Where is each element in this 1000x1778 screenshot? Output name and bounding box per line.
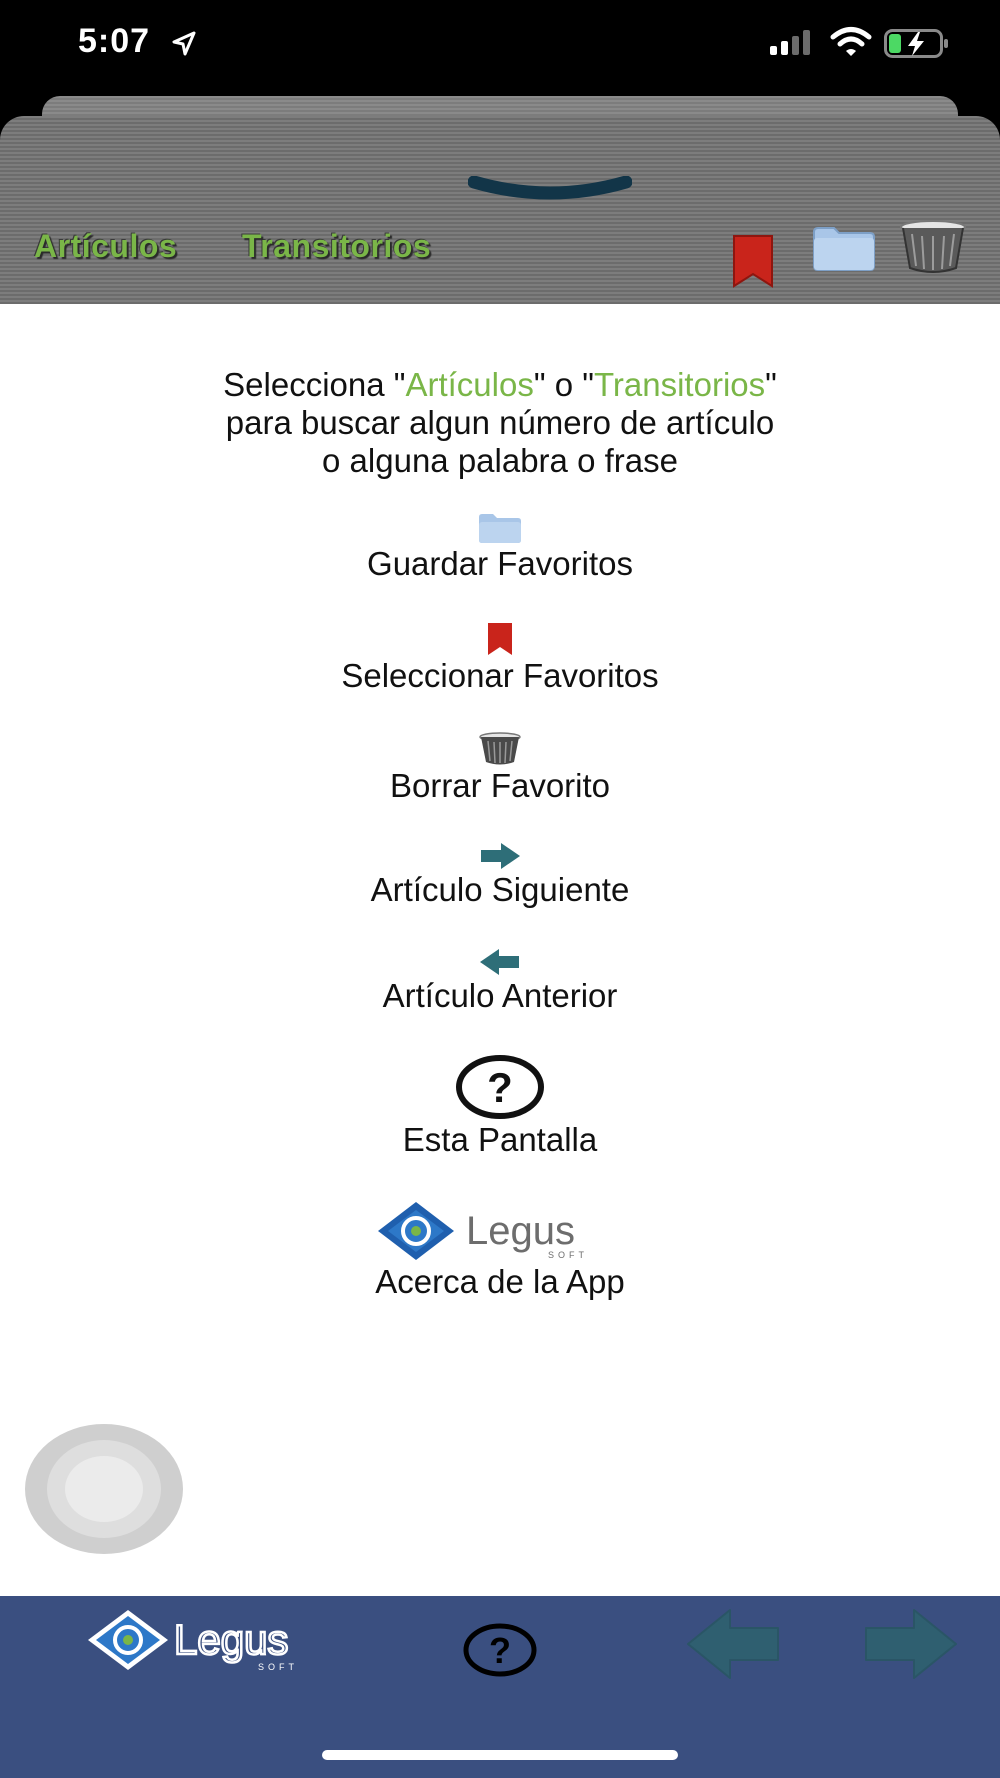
intro-mid: " o " <box>533 366 594 403</box>
arrow-right-icon[interactable] <box>862 1608 958 1680</box>
logo-word: Legus <box>174 1616 289 1663</box>
bookmark-icon <box>487 622 513 656</box>
logo-sub: SOFT <box>548 1250 588 1260</box>
status-time: 5:07 <box>78 22 151 60</box>
help-circle-icon[interactable] <box>462 1622 538 1678</box>
help-item-this-screen <box>0 1054 1000 1160</box>
intro-articulos: Artículos <box>405 366 534 403</box>
intro-suffix: " <box>765 366 777 403</box>
bookmark-icon[interactable] <box>732 234 774 288</box>
arrow-left-icon <box>479 948 521 976</box>
arrow-right-icon <box>479 842 521 870</box>
intro-line-1 <box>0 366 1000 404</box>
cell-signal-icon <box>770 30 816 56</box>
help-label: Artículo Anterior <box>382 977 618 1014</box>
help-item-next-article <box>0 842 1000 910</box>
assistive-touch-core <box>65 1456 143 1522</box>
assistive-touch-button[interactable] <box>25 1424 183 1554</box>
intro-line-3: o alguna palabra o frase <box>322 442 678 479</box>
battery-charging-icon <box>884 28 950 60</box>
wifi-icon <box>830 26 872 58</box>
tab-articulos[interactable]: Artículos <box>34 228 178 264</box>
status-bar <box>0 0 1000 96</box>
trash-icon[interactable] <box>898 220 968 274</box>
help-item-about-app <box>0 1200 1000 1302</box>
legus-soft-logo[interactable] <box>88 1608 322 1672</box>
legus-soft-logo <box>378 1200 622 1262</box>
help-item-select-favorites <box>0 622 1000 696</box>
arrow-left-icon[interactable] <box>686 1608 782 1680</box>
help-label: Acerca de la App <box>375 1263 625 1300</box>
help-circle-icon <box>455 1054 545 1120</box>
help-label: Seleccionar Favoritos <box>341 657 659 694</box>
logo-sub: SOFT <box>258 1662 298 1672</box>
chevron-down-icon[interactable] <box>468 176 632 202</box>
tab-transitorios[interactable]: Transitorios <box>242 228 432 264</box>
intro-transitorios: Transitorios <box>593 366 766 403</box>
help-item-previous-article <box>0 948 1000 1016</box>
svg-text:?: ? <box>487 1064 513 1111</box>
location-arrow-icon <box>170 30 198 58</box>
help-label: Borrar Favorito <box>389 767 611 804</box>
logo-word: Legus <box>466 1209 575 1253</box>
folder-icon <box>478 512 522 544</box>
trash-icon <box>478 732 522 766</box>
svg-text:?: ? <box>489 1630 511 1671</box>
help-screen <box>0 304 1000 1596</box>
help-label: Artículo Siguiente <box>370 871 630 908</box>
help-label: Guardar Favoritos <box>367 545 633 582</box>
help-item-save-favorites <box>0 512 1000 584</box>
home-indicator[interactable] <box>322 1750 678 1760</box>
bottom-bar <box>0 1596 1000 1778</box>
top-toolbar <box>0 116 1000 304</box>
help-item-delete-favorite <box>0 732 1000 806</box>
help-label: Esta Pantalla <box>402 1121 598 1158</box>
intro-prefix: Selecciona " <box>223 366 406 403</box>
intro-text <box>0 366 1000 480</box>
folder-icon[interactable] <box>812 224 876 272</box>
intro-line-2: para buscar algun número de artículo <box>225 404 775 441</box>
